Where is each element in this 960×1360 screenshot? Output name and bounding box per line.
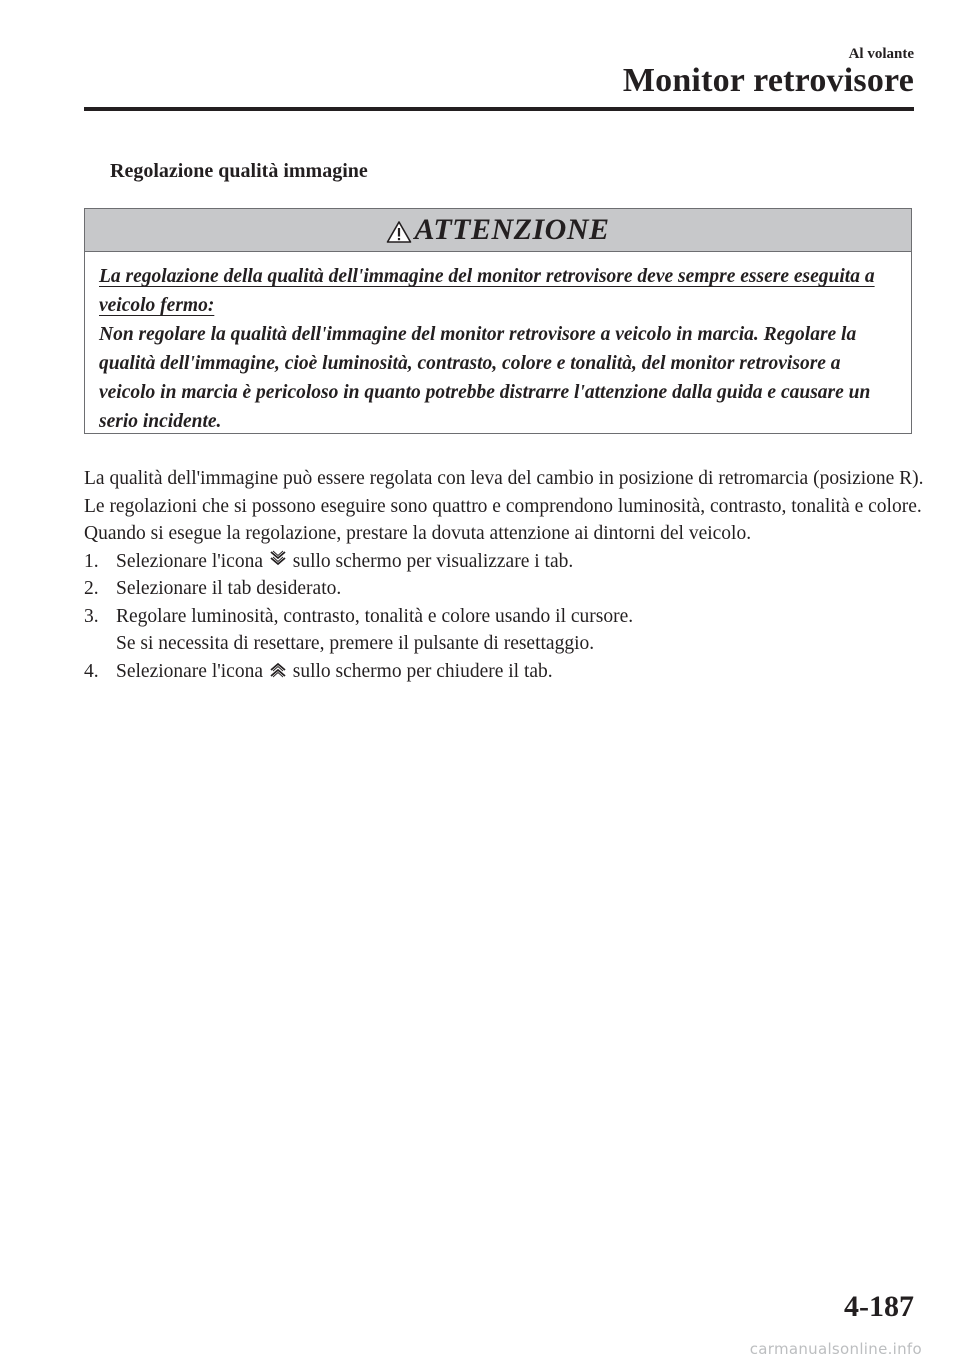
step-number: 3. [84,605,99,627]
warning-text: Non regolare la qualità dell'immagine del monitor retrovisore a veicolo in marcia. Regolare la qualità dell'immagine, cioè luminosità, contrasto, colore e tonalità, del monitor retrovisore a veicolo in marcia è pericoloso in quanto potrebbe distrarre l'attenzione dalla guida e causare un serio incidente. [99,324,871,432]
list-item [84,548,924,576]
paragraph: La qualità dell'immagine può essere regolata con leva del cambio in posizione di retromarcia (posizione R). [84,468,924,489]
page-title: Monitor retrovisore [622,62,914,99]
paragraph: Le regolazioni che si possono eseguire sono quattro e comprendono luminosità, contrasto, tonalità e colore. Quando si esegue la regolazione, prestare la dovuta attenzione ai dintorni del veicolo. [84,495,922,544]
warning-box [84,208,912,434]
list-item [84,575,924,603]
list-item [84,603,924,658]
double-chevron-up-icon [269,659,287,679]
list-item [84,658,924,686]
warning-title: ATTENZIONE [414,213,610,246]
step-text: Regolare luminosità, contrasto, tonalità e colore usando il cursore. [116,605,634,627]
warning-triangle-icon [386,220,412,244]
step-text: Selezionare l'icona [116,550,263,572]
warning-body [85,252,911,436]
step-text: Selezionare il tab desiderato. [116,578,342,599]
warning-lead: La regolazione della qualità dell'immagine del monitor retrovisore deve sempre essere eseguita a veicolo fermo: [99,266,875,316]
page-number: 4-187 [844,1290,914,1323]
section-heading: Regolazione qualità immagine [110,160,368,182]
main-text [84,465,924,685]
step-text: Selezionare l'icona [116,660,263,682]
header-rule [84,107,914,111]
step-number: 4. [84,660,99,682]
watermark: carmanualsonline.info [749,1340,922,1358]
warning-header [85,209,911,252]
step-note: Se si necessita di resettare, premere il pulsante di resettaggio. [116,633,595,654]
steps-list [84,548,924,686]
step-text: sullo schermo per visualizzare i tab. [292,550,574,572]
step-text: sullo schermo per chiudere il tab. [292,660,553,682]
step-number: 1. [84,550,99,572]
step-number: 2. [84,578,99,599]
header-section-label: Al volante [848,46,914,62]
double-chevron-down-icon [269,549,287,569]
